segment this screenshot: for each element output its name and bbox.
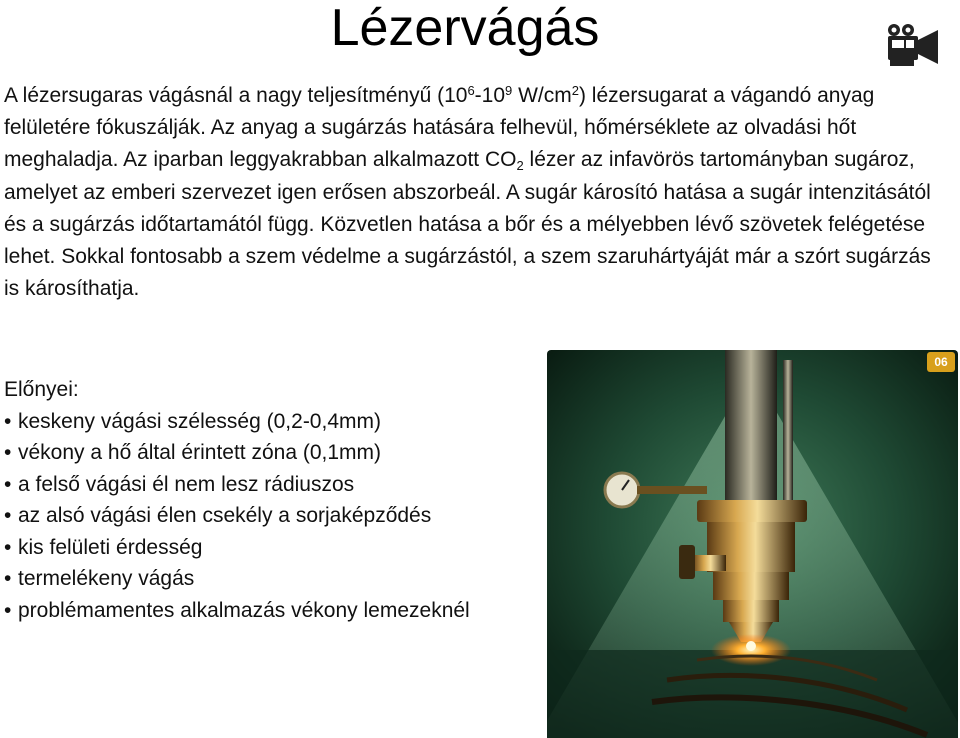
advantages-list	[4, 406, 544, 627]
advantage-item: • keskeny vágási szélesség (0,2-0,4mm)	[4, 406, 544, 438]
advantage-item: • problémamentes alkalmazás vékony lemezeknél	[4, 595, 544, 627]
video-camera-icon[interactable]	[882, 22, 942, 72]
advantage-item: • a felső vágási él nem lesz rádiuszos	[4, 469, 544, 501]
bullet-icon: •	[4, 504, 12, 527]
bullet-icon: •	[4, 598, 12, 622]
photo-badge: 06	[934, 355, 948, 369]
intro-paragraph: A lézersugaras vágásnál a nagy teljesítményű ($10^6-10^9$ $W/cm^2$) lézersugarat a vágandó anyag felületére fókuszálják. Az anyag a sugárzás hatására felhevül, hőmérséklete az olvadási hőt meghaladja. Az iparban leggyakrabban alkalmazott $CO_2$ lézer az infavörös tartományban sugároz, amelyet az emberi szervezet igen erősen abszorbeál. A sugár károsító hatása a sugár intenzitásától és a sugárzás időtartamától függ. Közvetlen hatása a bőr és a mélyebben lévő szövetek felégetése lehet. Sokkal fontosabb a szem védelme a sugárzástól, a szem szaruhártyáját már a szórt sugárzás is károsíthatja.	[4, 83, 931, 301]
bullet-icon: •	[4, 472, 12, 496]
bullet-icon: •	[4, 409, 12, 433]
bullet-icon: •	[4, 441, 12, 464]
slide-title: Lézervágás	[330, 0, 600, 57]
advantages-heading: Előnyei:	[4, 378, 79, 401]
advantage-item: • termelékeny vágás	[4, 563, 544, 595]
laser-cutting-photo	[547, 350, 958, 738]
advantages-section	[4, 374, 544, 626]
advantage-item: • az alsó vágási élen csekély a sorjaképződés	[4, 500, 544, 532]
advantage-item: • kis felületi érdesség	[4, 532, 544, 564]
advantage-item: • vékony a hő által érintett zóna (0,1mm)	[4, 437, 544, 469]
bullet-icon: •	[4, 567, 12, 590]
bullet-icon: •	[4, 535, 12, 559]
